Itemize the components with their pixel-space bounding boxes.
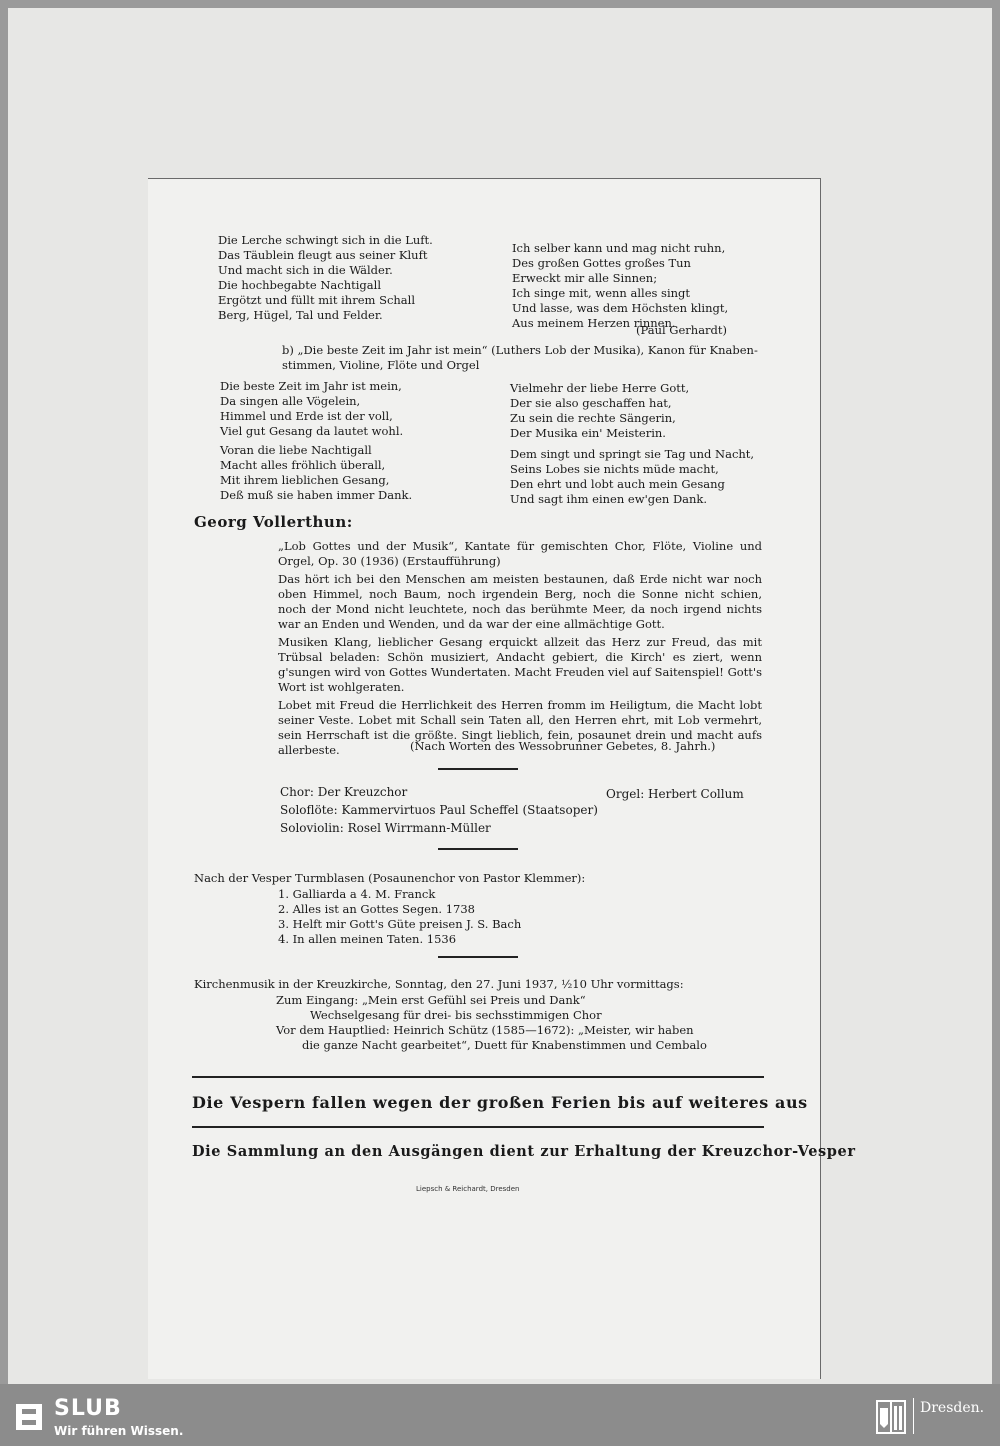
- cantata-paragraph: Lobet mit Freud die Herrlichkeit des Herren fromm im Heiligtum, die Macht lobt seiner Veste. Lobet mit Schall sein Taten all, den Herren ehrt, mit Lob vermehrt, sein Herrschaft ist die größte. Singt lieblich, fein, posaunet drein und macht aufs allerbeste.: [278, 698, 762, 757]
- sunday-heading: Kirchenmusik in der Kreuzkirche, Sonntag, den 27. Juni 1937, ½10 Uhr vormittags:: [194, 977, 684, 991]
- poem-line: Macht alles fröhlich überall,: [220, 458, 386, 472]
- tower-heading: Nach der Vesper Turmblasen (Posaunenchor von Pastor Klemmer):: [194, 871, 586, 885]
- organ-credit: Orgel: Herbert Collum: [606, 787, 744, 801]
- poem-line: Des großen Gottes großes Tun: [512, 256, 691, 270]
- poem-line: Aus meinem Herzen rinnen.: [512, 316, 676, 330]
- poem2-left-stanza-1: [220, 379, 403, 439]
- list-item: 1. Galliarda a 4. M. Franck: [278, 887, 436, 901]
- poem-line: Viel gut Gesang da lautet wohl.: [220, 424, 404, 438]
- program-line: die ganze Nacht gearbeitet“, Duett für Knabenstimmen und Cembalo: [302, 1038, 707, 1052]
- list-item: 2. Alles ist an Gottes Segen. 1738: [278, 902, 475, 916]
- poem-line: Erweckt mir alle Sinnen;: [512, 271, 658, 285]
- poem-line: Das Täublein fleugt aus seiner Kluft: [218, 248, 428, 262]
- poem1-left-stanza: [218, 233, 433, 323]
- poem-line: Deß muß sie haben immer Dank.: [220, 488, 413, 502]
- poem-line: Seins Lobes sie nichts müde macht,: [510, 462, 719, 476]
- announcement-collection: Die Sammlung an den Ausgängen dient zur Erhaltung der Kreuzchor-Vesper: [192, 1143, 856, 1160]
- list-item: 4. In allen meinen Taten. 1536: [278, 932, 457, 946]
- footer-separator: [913, 1398, 914, 1434]
- cantata-text: [278, 539, 762, 761]
- program-line: Vor dem Hauptlied: Heinrich Schütz (1585—1672): „Meister, wir haben: [276, 1023, 694, 1037]
- dresden-name[interactable]: Dresden.: [920, 1400, 985, 1416]
- divider: [438, 956, 518, 958]
- poem-line: Der sie also geschaffen hat,: [510, 396, 672, 410]
- poem-line: Den ehrt und lobt auch mein Gesang: [510, 477, 725, 491]
- flute-credit: Soloflöte: Kammervirtuos Paul Scheffel (Staatsoper): [280, 803, 598, 817]
- poem-line: Zu sein die rechte Sängerin,: [510, 411, 676, 425]
- printer-imprint: Liepsch & Reichardt, Dresden: [416, 1185, 520, 1193]
- composer-heading: Georg Vollerthun:: [194, 513, 353, 531]
- cantata-source: (Nach Worten des Wessobrunner Gebetes, 8. Jahrh.): [410, 739, 716, 753]
- program-line: Zum Eingang: „Mein erst Gefühl sei Preis und Dank“: [276, 993, 586, 1007]
- poem-line: Der Musika ein' Meisterin.: [510, 426, 666, 440]
- poem2-right-stanza-2: [510, 447, 754, 507]
- item-b-description: [282, 343, 758, 373]
- poem1-author: (Paul Gerhardt): [636, 323, 728, 337]
- poem-line: Und sagt ihm einen ew'gen Dank.: [510, 492, 708, 506]
- footer-bar: [0, 1384, 1000, 1446]
- poem-line: Die beste Zeit im Jahr ist mein,: [220, 379, 402, 393]
- choir-credit: Chor: Der Kreuzchor: [280, 785, 408, 799]
- sunday-program: [276, 993, 707, 1053]
- poem2-left-stanza-2: [220, 443, 412, 503]
- program-line: Wechselgesang für drei- bis sechsstimmigen Chor: [310, 1008, 602, 1022]
- poem-line: Dem singt und springt sie Tag und Nacht,: [510, 447, 755, 461]
- cantata-paragraph: Musiken Klang, lieblicher Gesang erquickt allzeit das Herz zur Freud, das mit Trübsal beladen: Schön musiziert, Andacht gebiert, die Kirch' es ziert, wenn g'sungen wird von Gottes Wundertaten. Macht Freuden viel auf Saitenspiel! Gott's Wort ist wohlgeraten.: [278, 635, 762, 694]
- poem-line: Vielmehr der liebe Herre Gott,: [510, 381, 690, 395]
- slub-name[interactable]: SLUB: [54, 1396, 122, 1421]
- poem1-right-stanza: [512, 241, 728, 331]
- poem-line: Die Lerche schwingt sich in die Luft.: [218, 233, 433, 247]
- poem-line: Ich singe mit, wenn alles singt: [512, 286, 691, 300]
- poem-line: Ich selber kann und mag nicht ruhn,: [512, 241, 726, 255]
- tower-list: [278, 887, 521, 947]
- poem-line: Berg, Hügel, Tal und Felder.: [218, 308, 383, 322]
- poem-line: Mit ihrem lieblichen Gesang,: [220, 473, 390, 487]
- announcement-vespers: Die Vespern fallen wegen der großen Ferien bis auf weiteres aus: [192, 1093, 808, 1112]
- poem-line: Himmel und Erde ist der voll,: [220, 409, 393, 423]
- cantata-title: „Lob Gottes und der Musik“, Kantate für gemischten Chor, Flöte, Violine und Orgel, Op. 30 (1936) (Erstaufführung): [278, 539, 762, 568]
- dresden-coat-of-arms-icon: [876, 1400, 906, 1434]
- poem-line: Voran die liebe Nachtigall: [220, 443, 372, 457]
- item-b-line: stimmen, Violine, Flöte und Orgel: [282, 358, 480, 372]
- banner-rule-middle: [192, 1126, 764, 1128]
- slub-tagline: Wir führen Wissen.: [54, 1424, 184, 1438]
- item-b-line: b) „Die beste Zeit im Jahr ist mein“ (Luthers Lob der Musika), Kanon für Knaben-: [282, 343, 758, 357]
- divider: [438, 768, 518, 770]
- poem-line: Da singen alle Vögelein,: [220, 394, 361, 408]
- poem-line: Und macht sich in die Wälder.: [218, 263, 393, 277]
- list-item: 3. Helft mir Gott's Güte preisen J. S. Bach: [278, 917, 522, 931]
- banner-rule-top: [192, 1076, 764, 1078]
- poem-line: Und lasse, was dem Höchsten klingt,: [512, 301, 729, 315]
- poem-line: Die hochbegabte Nachtigall: [218, 278, 382, 292]
- divider: [438, 848, 518, 850]
- poem2-right-stanza-1: [510, 381, 689, 441]
- violin-credit: Soloviolin: Rosel Wirrmann-Müller: [280, 821, 491, 835]
- slub-logo-icon: [16, 1404, 42, 1430]
- poem-line: Ergötzt und füllt mit ihrem Schall: [218, 293, 416, 307]
- document-page: [148, 178, 856, 1379]
- cantata-paragraph: Das hört ich bei den Menschen am meisten bestaunen, daß Erde nicht war noch oben Himmel, noch Baum, noch irgendein Berg, noch die Sonne nicht schien, noch der Mond nicht leuchtete, noch das berühmte Meer, da noch irgend nichts war an Enden und Wenden, und da war der eine allmächtige Gott.: [278, 572, 762, 631]
